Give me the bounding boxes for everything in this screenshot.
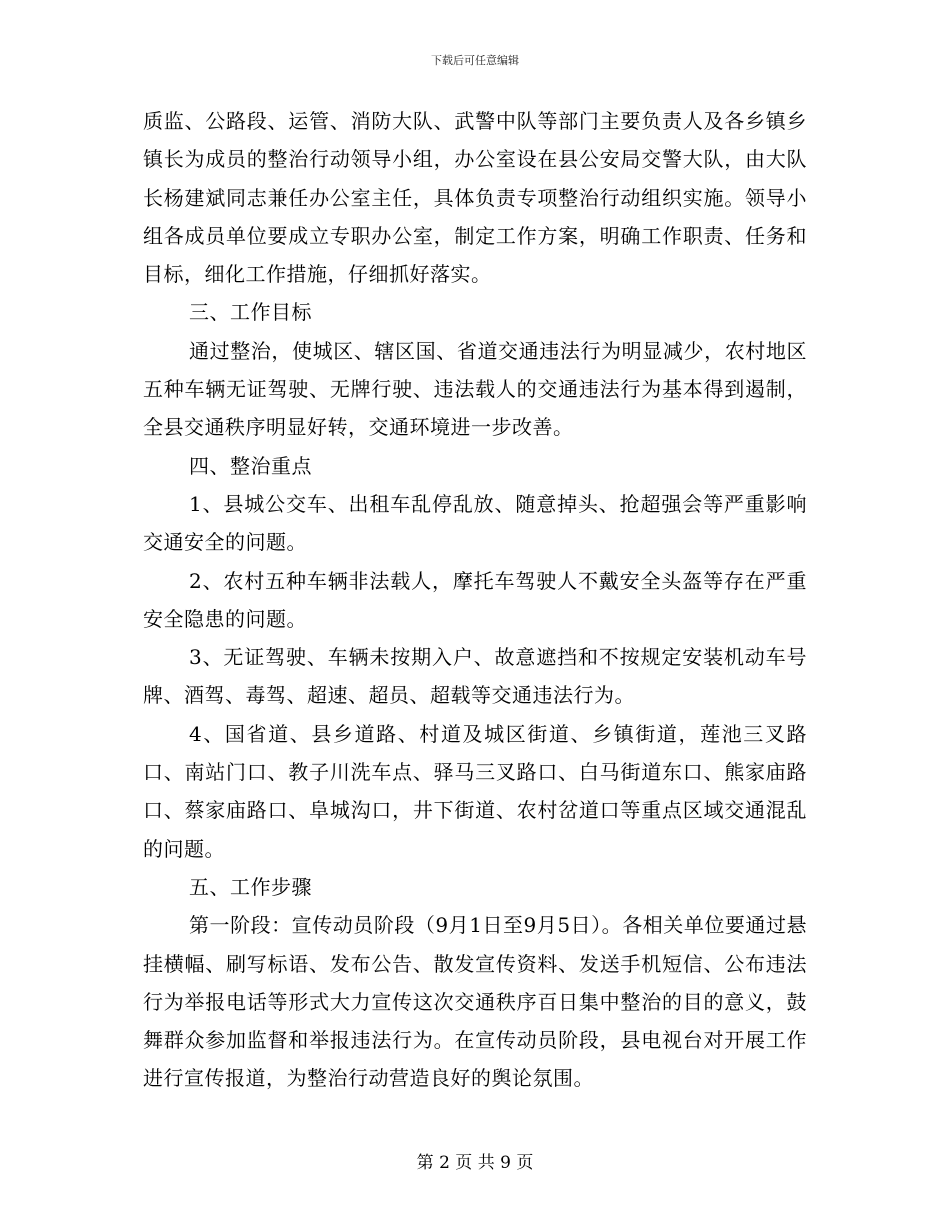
paragraph-leading-committee: 质监、公路段、运管、消防大队、武警中队等部门主要负责人及各乡镇乡镇长为成员的整治行动领导小组，办公室设在县公安局交警大队，由大队长杨建斌同志兼任办公室主任，具体负责专项整治行动组织实施。领导小组各成员单位要成立专职办公室，制定工作方案，明确工作职责、任务和目标，细化工作措施，仔细抓好落实。 xyxy=(143,109,807,287)
page-number: 第 2 页 共 9 页 xyxy=(416,1153,534,1173)
section-heading-goals: 三、工作目标 xyxy=(189,300,312,325)
page-header: 下载后可任意编辑 xyxy=(431,54,519,67)
list-item-focus-3: 3、无证驾驶、车辆未按期入户、故意遮挡和不按规定安装机动车号牌、酒驾、毒驾、超速、超员、超载等交通违法行为。 xyxy=(143,645,807,708)
paragraph-goals: 通过整治，使城区、辖区国、省道交通违法行为明显减少，农村地区五种车辆无证驾驶、无牌行驶、违法载人的交通违法行为基本得到遏制，全县交通秩序明显好转，交通环境进一步改善。 xyxy=(143,338,807,440)
section-heading-focus: 四、整治重点 xyxy=(189,453,312,478)
document-body xyxy=(143,102,807,1098)
list-item-focus-2: 2、农村五种车辆非法载人，摩托车驾驶人不戴安全头盔等存在严重安全隐患的问题。 xyxy=(143,568,807,631)
paragraph-phase-1: 第一阶段：宣传动员阶段（9月1日至9月5日）。各相关单位要通过悬挂横幅、刷写标语、发布公告、散发宣传资料、发送手机短信、公布违法行为举报电话等形式大力宣传这次交通秩序百日集中整治的目的意义，鼓舞群众参加监督和举报违法行为。在宣传动员阶段，县电视台对开展工作进行宣传报道，为整治行动营造良好的舆论氛围。 xyxy=(143,913,807,1091)
section-heading-steps: 五、工作步骤 xyxy=(189,874,312,899)
list-item-focus-1: 1、县城公交车、出租车乱停乱放、随意掉头、抢超强会等严重影响交通安全的问题。 xyxy=(143,491,807,555)
list-item-focus-4: 4、国省道、县乡道路、村道及城区街道、乡镇街道，莲池三叉路口、南站门口、教子川洗车点、驿马三叉路口、白马街道东口、熊家庙路口、蔡家庙路口、阜城沟口，井下街道、农村岔道口等重点区域交通混乱的问题。 xyxy=(143,721,807,861)
